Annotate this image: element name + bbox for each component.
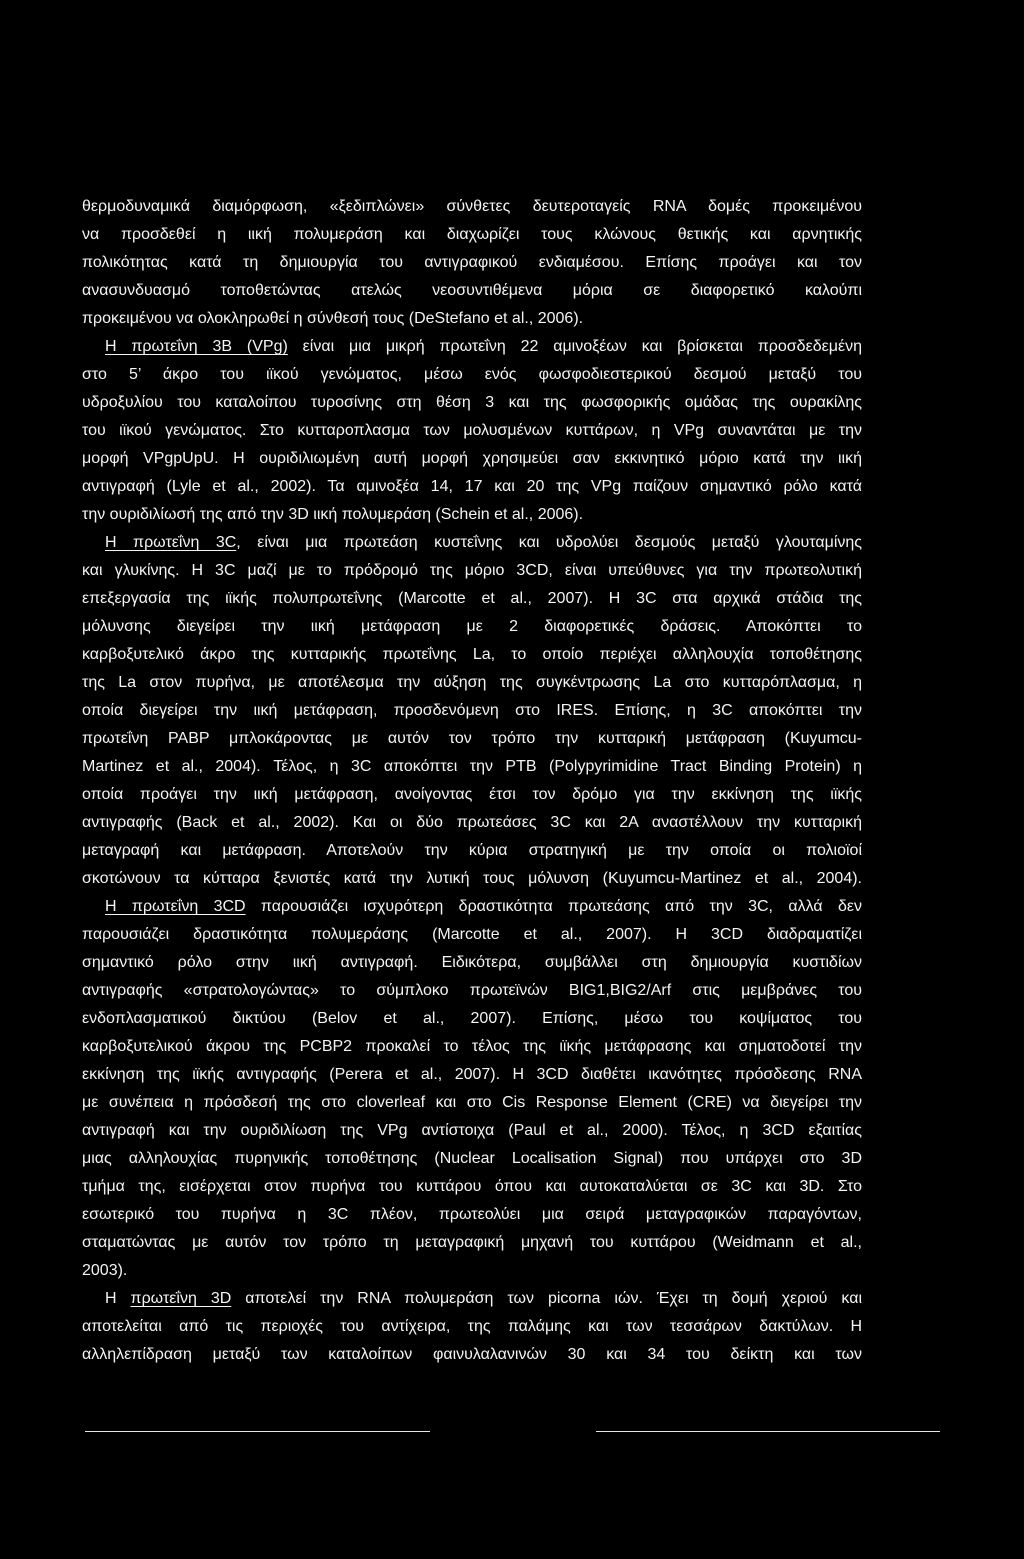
text-line: ανασυνδυασμό τοποθετώντας ατελώς νεοσυντιθέμενα μόρια σε διαφορετικό καλούπι — [82, 282, 862, 299]
text-line: Martinez et al., 2004). Τέλος, η 3C αποκόπτει την PTB (Polypyrimidine Tract Binding Protein) η — [82, 758, 862, 775]
text-line: σημαντικό ρόλο στην ιική αντιγραφή. Ειδικότερα, συμβάλλει στη δημιουργία κυστιδίων — [82, 954, 862, 971]
text-line: την ουριδιλίωσή της από την 3D ιική πολυμεράση (Schein et al., 2006). — [82, 506, 584, 523]
text-line: αντιγραφής (Back et al., 2002). Και οι δύο πρωτεάσες 3C και 2A αναστέλλουν την κυτταρική — [82, 814, 863, 831]
paragraph-lead-line — [82, 1285, 862, 1313]
text-line: του ιϊκού γενώματος. Στο κυτταροπλασμα των μολυσμένων κυττάρων, η VPg συναντάται με την — [82, 422, 862, 439]
underlined-heading: Η πρωτεΐνη 3C — [105, 534, 237, 551]
text-line: προκειμένου να ολοκληρωθεί η σύνθεσή τους (DeStefano et al., 2006). — [82, 310, 584, 327]
text-line: στο 5’ άκρο του ιϊκού γενώματος, μέσω ενός φωσφοδιεστερικού δεσμού μεταξύ του — [82, 366, 862, 383]
text-line: καρβοξυτελικό άκρο της κυτταρικής πρωτεΐνης La, το οποίο περιέχει αλληλουχία τοποθέτησης — [82, 646, 862, 663]
text-line: πολικότητας κατά τη δημιουργία του αντιγραφικού ενδιαμέσου. Επίσης προάγει και τον — [82, 254, 862, 271]
text-line: εκκίνηση της ιϊκής αντιγραφής (Perera et al., 2007). Η 3CD διαθέτει ικανότητες πρόσδεσης RNA — [82, 1066, 862, 1083]
text-line: επεξεργασία της ιϊκής πολυπρωτεΐνης (Marcotte et al., 2007). Η 3C στα αρχικά στάδια της — [82, 590, 862, 607]
text-line: μιας αλληλουχίας πυρηνικής τοποθέτησης (Nuclear Localisation Signal) που υπάρχει στο 3D — [82, 1150, 862, 1167]
text-line: καρβοξυτελικού άκρου της PCBP2 προκαλεί το τέλος της ιϊκής μετάφρασης και σηματοδοτεί την — [82, 1038, 862, 1055]
text-line: αντιγραφή και την ουριδιλίωση της VPg αντίστοιχα (Paul et al., 2000). Τέλος, η 3CD εξαιτίας — [82, 1122, 862, 1139]
text-line: με συνέπεια η πρόσδεσή της στο cloverleaf και στο Cis Response Element (CRE) να διεγείρει την — [82, 1094, 863, 1111]
text-line: μόλυνσης διεγείρει την ιική μετάφραση με 2 διαφορετικές δράσεις. Αποκόπτει το — [82, 618, 862, 635]
underlined-heading: πρωτεΐνη 3D — [130, 1290, 232, 1307]
lead-text: είναι μια μικρή πρωτεΐνη 22 αμινοξέων και βρίσκεται προσδεδεμένη — [287, 338, 863, 355]
text-line: και γλυκίνης. Η 3C μαζί με το πρόδρομό της μόριο 3CD, είναι υπεύθυνες για την πρωτεολυτική — [82, 562, 862, 579]
paragraph — [82, 333, 862, 529]
lead-prefix: Η — [105, 1290, 131, 1307]
text-line: αντιγραφής «στρατολογώντας» το σύμπλοκο πρωτεϊνών BIG1,BIG2/Arf στις μεμβράνες του — [82, 982, 862, 999]
text-line: μορφή VPgpUpU. Η ουριδιλιωμένη αυτή μορφή χρησιμεύει σαν εκκινητικό μόριο κατά την ιική — [82, 450, 862, 467]
text-line: εσωτερικό του πυρήνα η 3C πλέον, πρωτεολύει μια σειρά μεταγραφικών παραγόντων, — [82, 1206, 862, 1223]
paragraph — [82, 1285, 862, 1369]
underlined-heading: Η πρωτεΐνη 3Β (VPg) — [105, 338, 288, 355]
paragraph-lead-line — [82, 893, 862, 921]
text-line: οποία προάγει την ιική μετάφραση, ανοίγοντας έτσι τον δρόμο για την εκκίνηση της ιϊκής — [82, 786, 862, 803]
text-line: αντιγραφή (Lyle et al., 2002). Τα αμινοξέα 14, 17 και 20 της VPg παίζουν σημαντικό ρόλο κατά — [82, 478, 862, 495]
footnote-separator-right — [596, 1431, 940, 1432]
text-line: να προσδεθεί η ιική πολυμεράση και διαχωρίζει τους κλώνους θετικής και αρνητικής — [82, 226, 862, 243]
text-line: αποτελείται από τις περιοχές του αντίχειρα, της παλάμης και των τεσσάρων δακτύλων. Η — [82, 1318, 862, 1335]
footnote-separator-left — [85, 1431, 430, 1432]
lead-text: παρουσιάζει ισχυρότερη δραστικότητα πρωτεάσης από την 3C, αλλά δεν — [245, 898, 862, 915]
text-line: 2003). — [82, 1262, 128, 1279]
text-line: υδροξυλίου του καταλοίπου τυροσίνης στη θέση 3 και της φωσφορικής ομάδας της ουρακίλης — [82, 394, 862, 411]
text-line: σκοτώνουν τα κύτταρα ξενιστές κατά την λυτική τους μόλυνση (Kuyumcu-Martinez et al., 2004). — [82, 870, 862, 887]
text-line: αλληλεπίδραση μεταξύ των καταλοίπων φαινυλαλανινών 30 και 34 του δείκτη και των — [82, 1346, 862, 1363]
text-line: της La στον πυρήνα, με αποτέλεσμα την αύξηση της συγκέντρωσης La στο κυτταρόπλασμα, η — [82, 674, 862, 691]
document-body — [82, 193, 862, 1369]
paragraph-lead-line — [82, 529, 862, 557]
text-line: θερμοδυναμικά διαμόρφωση, «ξεδιπλώνει» σύνθετες δευτεροταγείς RNA δομές προκειμένου — [82, 198, 863, 215]
text-line: πρωτεΐνη PABP μπλοκάροντας με αυτόν τον τρόπο την κυτταρική μετάφραση (Kuyumcu- — [82, 730, 862, 747]
paragraph-lead-line — [82, 333, 862, 361]
text-line: οποία διεγείρει την ιική μετάφραση, προσδενόμενη στο IRES. Επίσης, η 3C αποκόπτει την — [82, 702, 862, 719]
text-line: σταματώντας με αυτόν τον τρόπο τη μεταγραφική μηχανή του κυττάρου (Weidmann et al., — [82, 1234, 862, 1251]
text-line: τμήμα της, εισέρχεται στον πυρήνα του κυττάρου όπου και αυτοκαταλύεται σε 3C και 3D. Στο — [82, 1178, 862, 1195]
paragraph — [82, 193, 862, 333]
text-line: παρουσιάζει δραστικότητα πολυμεράσης (Marcotte et al., 2007). Η 3CD διαδραματίζει — [82, 926, 862, 943]
underlined-heading: Η πρωτεΐνη 3CD — [105, 898, 246, 915]
paragraph — [82, 529, 862, 893]
paragraph — [82, 893, 862, 1285]
lead-text: αποτελεί την RNA πολυμεράση των picorna ιών. Έχει τη δομή χεριού και — [231, 1290, 863, 1307]
text-line: ενδοπλασματικού δικτύου (Belov et al., 2007). Επίσης, μέσω του κοψίματος του — [82, 1010, 862, 1027]
lead-text: , είναι μια πρωτεάση κυστεΐνης και υδρολύει δεσμούς μεταξύ γλουταμίνης — [236, 534, 862, 551]
text-line: μεταγραφή και μετάφραση. Αποτελούν την κύρια στρατηγική με την οποία οι πολιοϊοί — [82, 842, 862, 859]
